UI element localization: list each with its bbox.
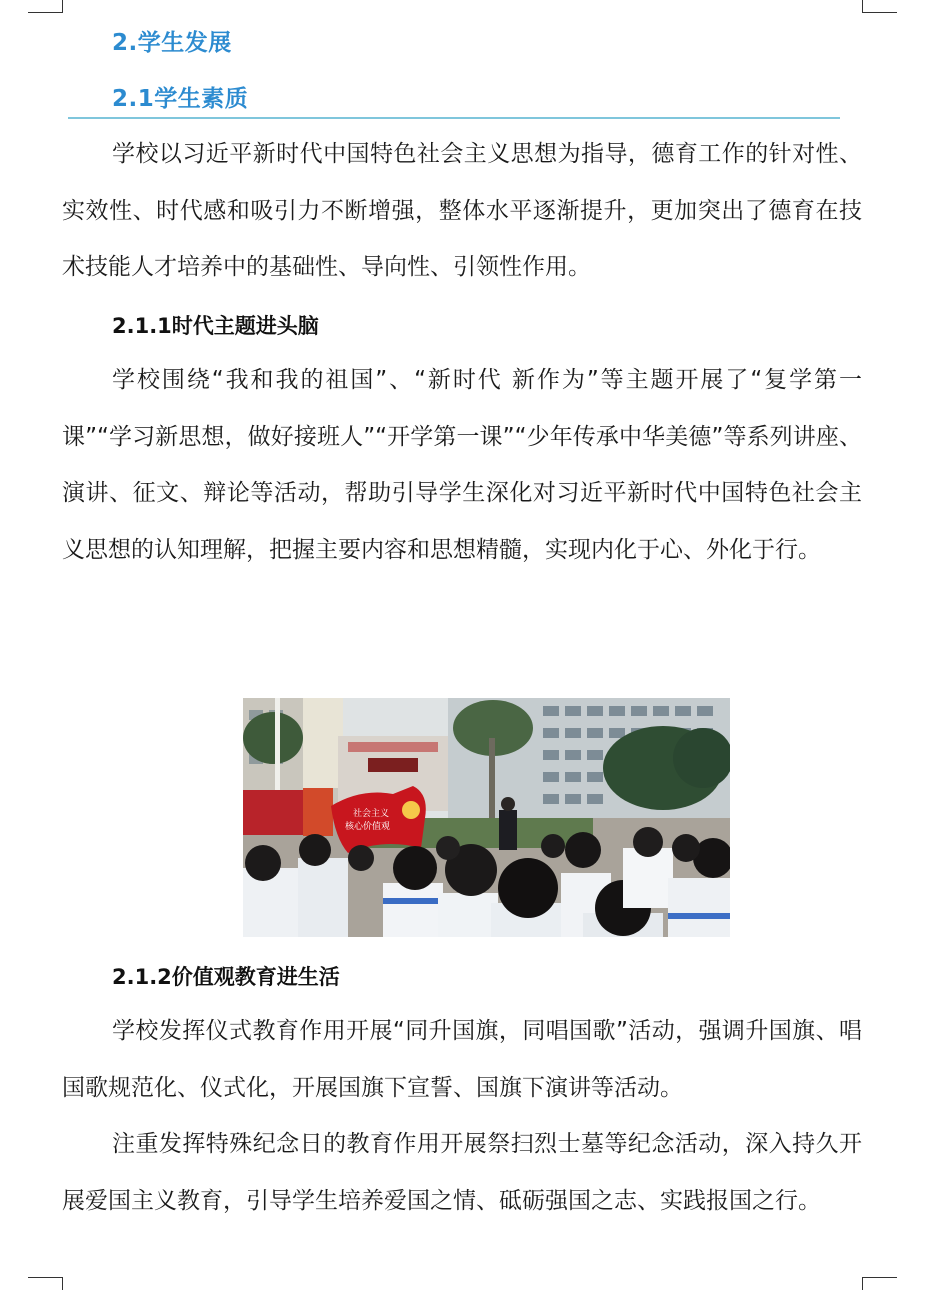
topic2-paragraph-1: 学校发挥仪式教育作用开展“同升国旗，同唱国歌”活动，强调升国旗、唱国歌规范化、仪式化，开展国旗下宣誓、国旗下演讲等活动。 bbox=[62, 1018, 862, 1101]
sign-text-line1: 社会主义 bbox=[353, 809, 390, 819]
heading-divider bbox=[68, 117, 840, 119]
topic1-paragraph: 学校围绕“我和我的祖国”、“新时代 新作为”等主题开展了“复学第一课”“学习新思想，做好接班人”“开学第一课”“少年传承中华美德”等系列讲座、演讲、征文、辩论等活动，帮助引导学生深化对习近平新时代中国特色社会主义思想的认知理解，把握主要内容和思想精髓，实现内化于心、外化于行。 bbox=[62, 367, 862, 563]
campus-ceremony-photo bbox=[243, 698, 730, 937]
crop-mark-bottom-left bbox=[28, 1277, 63, 1290]
topic2-paragraph-2: 注重发挥特殊纪念日的教育作用开展祭扫烈士墓等纪念活动，深入持久开展爱国主义教育，引导学生培养爱国之情、砥砺强国之志、实践报国之行。 bbox=[62, 1131, 862, 1214]
crop-mark-top-left bbox=[28, 0, 63, 13]
crop-mark-bottom-right bbox=[862, 1277, 897, 1290]
intro-paragraph: 学校以习近平新时代中国特色社会主义思想为指导，德育工作的针对性、实效性、时代感和吸引力不断增强，整体水平逐渐提升，更加突出了德育在技术技能人才培养中的基础性、导向性、引领性作用。 bbox=[62, 141, 862, 280]
topic2-heading: 2.1.2价值观教育进生活 bbox=[112, 965, 340, 989]
topic1-heading: 2.1.1时代主题进头脑 bbox=[112, 314, 319, 338]
subsection-title: 2.1学生素质 bbox=[112, 86, 249, 112]
sign-text-line2: 核心价值观 bbox=[345, 822, 391, 832]
crop-mark-top-right bbox=[862, 0, 897, 13]
section-title: 2.学生发展 bbox=[112, 30, 232, 56]
